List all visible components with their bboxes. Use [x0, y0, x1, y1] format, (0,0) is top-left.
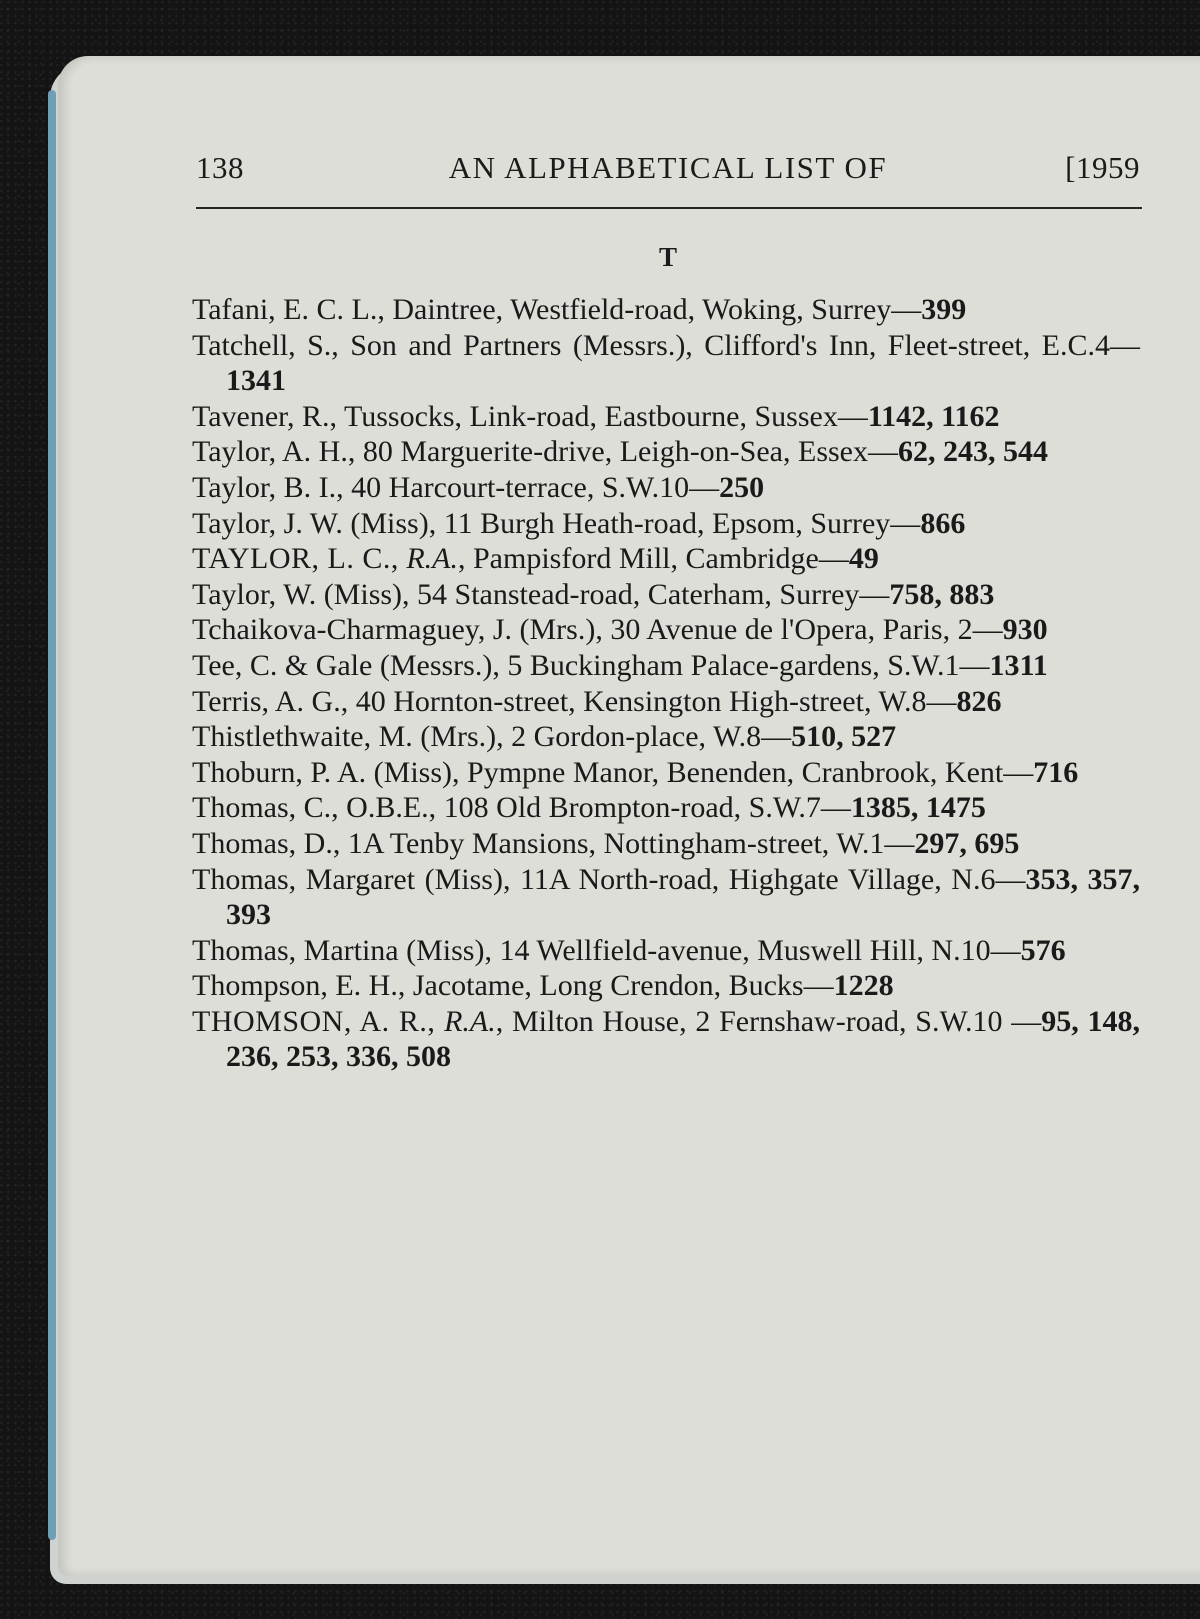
entry-address: 108 Old Brompton-road, S.W.7—: [436, 791, 851, 825]
entry-name: Thomas, Martina (Miss),: [192, 933, 492, 967]
entry-name: Thoburn, P. A. (Miss),: [192, 755, 460, 789]
entry-name: Tee, C. & Gale (Messrs.),: [192, 648, 500, 682]
entry-name: Thomas, Margaret (Miss),: [192, 862, 511, 896]
entry-address: 1A Tenby Mansions, Nottingham-street, W.1—: [340, 826, 915, 860]
entry-refs: 49: [848, 542, 879, 576]
entry-address: Daintree, Westfield-road, Woking, Surrey—: [384, 293, 922, 326]
list-item: [192, 541, 1140, 577]
entry-address: 5 Buckingham Palace-gardens, S.W.1—: [499, 648, 990, 682]
list-item: [192, 1004, 1140, 1075]
entry-address: Tussocks, Link-road, Eastbourne, Sussex—: [336, 399, 868, 433]
page-number: 138: [196, 150, 244, 185]
entry-refs: 716: [1033, 755, 1079, 789]
list-item: [192, 968, 1140, 1004]
entry-address: 11 Burgh Heath-road, Epsom, Surrey—: [436, 506, 921, 540]
entry-refs: 1385, 1475: [850, 791, 986, 825]
section-letter: T: [658, 242, 677, 272]
entry-name: TAYLOR, L. C.,: [192, 542, 399, 576]
entry-address: , Milton House, 2 Fernshaw-road, S.W.10 —: [495, 1004, 1042, 1038]
list-item: [192, 790, 1140, 826]
list-item: [192, 399, 1140, 435]
entry-refs: 1228: [833, 969, 894, 1003]
entry-name: Tavener, R.,: [192, 399, 337, 433]
list-item: [192, 826, 1140, 862]
entry-name: Terris, A. G.,: [192, 684, 349, 718]
entry-refs: 758, 883: [889, 577, 995, 611]
entry-refs: 1341: [226, 364, 286, 398]
entry-address: Son and Partners (Messrs.), Clifford's Inn, Fleet-street, E.C.4—: [338, 328, 1140, 362]
entry-name: Tchaikova-Charmaguey, J. (Mrs.),: [192, 613, 603, 647]
entry-refs: 1142, 1162: [867, 399, 1000, 433]
list-item: [192, 933, 1140, 969]
list-item: [192, 719, 1140, 755]
entry-address: Pympne Manor, Benenden, Cranbrook, Kent—: [459, 755, 1034, 789]
entry-address: 2 Gordon-place, W.8—: [503, 720, 792, 754]
list-item: [192, 684, 1140, 720]
entry-refs: 250: [719, 470, 765, 504]
entry-address: 30 Avenue de l'Opera, Paris, 2—: [602, 613, 1003, 647]
page-title: AN ALPHABETICAL LIST OF: [448, 150, 888, 185]
entry-name: Taylor, A. H.,: [192, 435, 356, 469]
list-item: [192, 434, 1140, 470]
list-item: [192, 648, 1140, 684]
entry-name: THOMSON, A. R.,: [192, 1004, 436, 1038]
list-item: [192, 755, 1140, 791]
entry-address: 40 Harcourt-terrace, S.W.10—: [343, 470, 720, 504]
entry-name: Tafani, E. C. L.,: [192, 293, 385, 326]
entry-address: , Pampisford Mill, Cambridge—: [458, 542, 849, 576]
entry-address: Jacotame, Long Crendon, Bucks—: [405, 969, 834, 1003]
list-item: [192, 328, 1140, 399]
entry-honour: R.A.: [435, 1004, 496, 1038]
list-item: [192, 292, 1140, 328]
entry-refs: 826: [956, 684, 1002, 718]
entry-name: Taylor, W. (Miss),: [192, 577, 410, 611]
entry-name: Thomas, C., O.B.E.,: [192, 791, 437, 825]
entry-honour: R.A.: [398, 542, 458, 576]
entry-name: Thistlethwaite, M. (Mrs.),: [192, 720, 504, 754]
entry-name: Taylor, B. I.,: [192, 470, 344, 504]
entry-address: 54 Stanstead-road, Caterham, Surrey—: [409, 577, 890, 611]
entry-refs: 297, 695: [914, 826, 1020, 860]
book-page-edge: [48, 90, 56, 1540]
entry-name: Thompson, E. H.,: [192, 969, 406, 1003]
list-item: [192, 612, 1140, 648]
page-year: [1959: [1065, 150, 1140, 185]
entry-refs: 1311: [989, 648, 1048, 682]
entry-name: Taylor, J. W. (Miss),: [192, 506, 437, 540]
entry-refs: 95, 148, 236, 253, 336, 508: [226, 1004, 1141, 1074]
entry-list: [192, 292, 1140, 1075]
entry-refs: 866: [920, 506, 966, 540]
running-head: [196, 150, 1140, 194]
list-item: [192, 470, 1140, 506]
entry-refs: 399: [921, 293, 967, 326]
entry-refs: 930: [1002, 613, 1048, 647]
entry-refs: 510, 527: [791, 720, 897, 754]
entry-name: Thomas, D.,: [192, 826, 341, 860]
entry-name: Tatchell, S.,: [192, 328, 339, 362]
entry-address: 40 Hornton-street, Kensington High-street, W.8—: [348, 684, 957, 718]
list-item: [192, 577, 1140, 613]
entry-refs: 62, 243, 544: [897, 435, 1048, 469]
entry-address: 11A North-road, Highgate Village, N.6—: [510, 862, 1026, 896]
entry-refs: 353, 357, 393: [226, 862, 1140, 932]
entry-refs: 576: [1020, 933, 1066, 967]
entry-address: 80 Marguerite-drive, Leigh-on-Sea, Essex—: [355, 435, 898, 469]
list-item: [192, 862, 1140, 933]
entry-address: 14 Wellfield-avenue, Muswell Hill, N.10—: [491, 933, 1021, 967]
list-item: [192, 506, 1140, 542]
header-rule: [196, 207, 1142, 209]
